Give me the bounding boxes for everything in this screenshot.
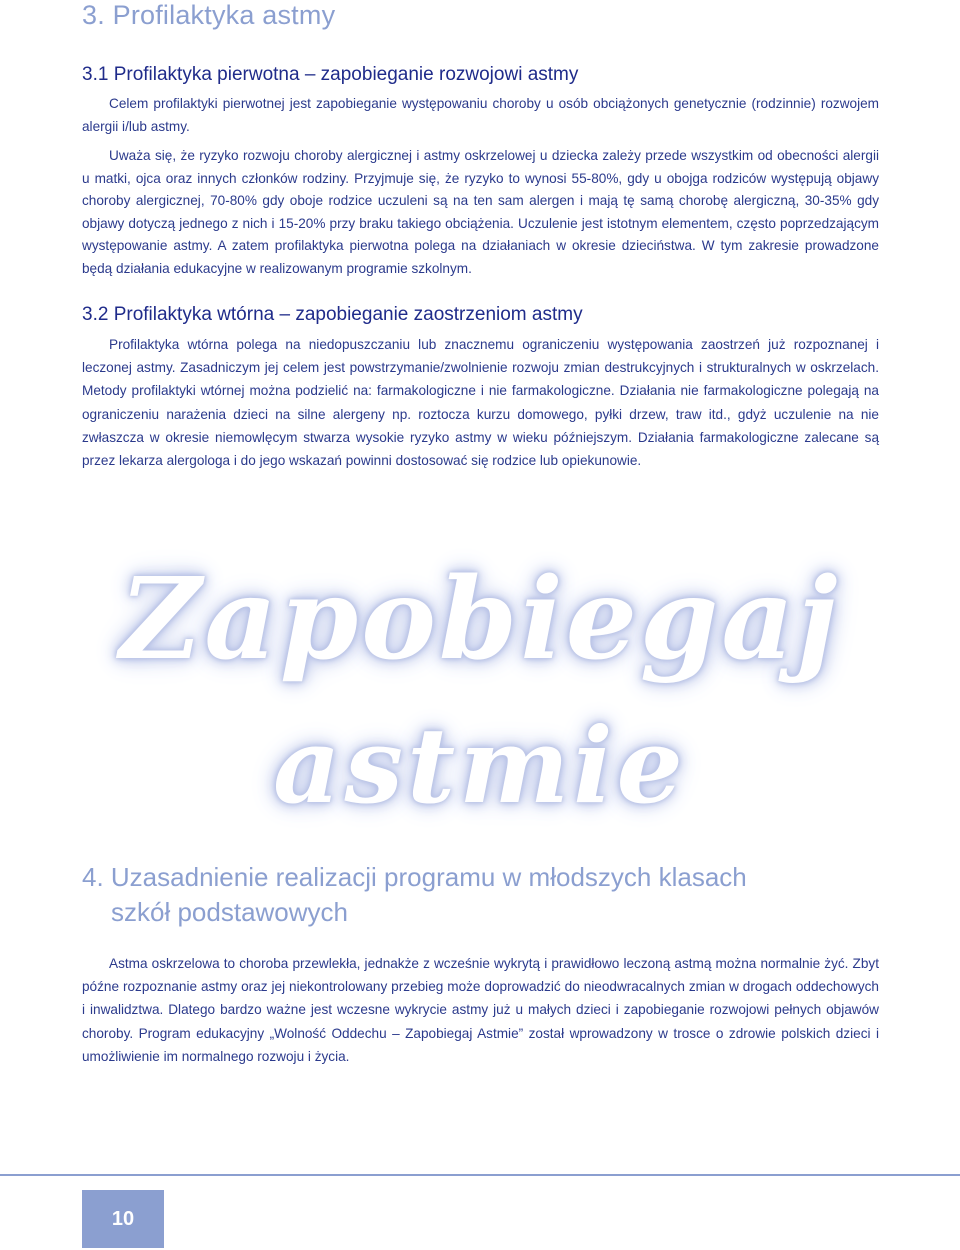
chapter-4-title-line-2: szkół podstawowych — [111, 897, 348, 927]
chapter-title: 3. Profilaktyka astmy — [82, 0, 336, 30]
paragraph-program-justification — [82, 952, 879, 1068]
paragraph-text: Profilaktyka wtórna polega na niedopuszczaniu lub znacznemu ograniczeniu występowania zaostrzeń już rozpoznanej i leczonej astmy. Zasadniczym jej celem jest powstrzymanie/zwolnienie rozwoju zmian destrukcyjnych i strukturalnych w oskrzelach. Metody profilaktyki wtórnej można podzielić na: farmakologiczne i nie farmakologiczne. Działania nie farmakologiczne polegają na ograniczeniu narażenia dzieci na silne alergeny np. roztocza kurzu domowego, pyłki drzew, traw itd., gdyż uczulenie na nie zwłaszcza w okresie niemowlęcym stwarza wysokie ryzyko astmy w wieku późniejszym. Działania farmakologiczne zalecane są przez lekarza alergologa i do jego wskazań powinni dostosować się rodzice lub opiekunowie. — [82, 337, 879, 469]
slogan-line-2: astmie — [273, 704, 687, 827]
chapter-4-title — [82, 860, 747, 930]
section-title-3-1: 3.1 Profilaktyka pierwotna – zapobieganie rozwojowi astmy — [82, 64, 579, 85]
slogan-line-1: Zapobiegaj — [119, 554, 841, 685]
paragraph-text: Uważa się, że ryzyko rozwoju choroby alergicznej i astmy oskrzelowej u dziecka zależy przede wszystkim od obecności alergii u matki, ojca oraz innych członków rodziny. Przyjmuje się, że ryzyko to wynosi 55-80%, gdy u obojga rodziców występują objawy choroby alergicznej, 70-80% gdy oboje rodzice uczuleni są na ten sam alergen i mają tę samą chorobę alergiczną, 30-35% gdy objawy dotyczą jednego z nich i 15-20% przy braku takiego obciążenia. Uczulenie jest istotnym elementem, często poprzedzającym występowanie astmy. A zatem profilaktyka pierwotna polega na działaniach w okresie dzieciństwa. W tym zakresie prowadzone będą działania edukacyjne w realizowanym programie szkolnym. — [82, 148, 879, 276]
page-number-badge: 10 — [82, 1190, 164, 1248]
paragraph-secondary-prevention — [82, 333, 879, 472]
paragraph-text: Astma oskrzelowa to choroba przewlekła, jednakże z wcześnie wykrytą i prawidłowo leczoną astmą można normalnie żyć. Zbyt późne rozpoznanie astmy oraz jej niekontrolowany przebieg może doprowadzić do nieodwracalnych zmian w drogach oddechowych i inwalidztwa. Dlatego bardzo ważne jest wczesne wykrycie astmy już u małych dzieci i zapobieganie rozwojowi pełnych objawów choroby. Program edukacyjny „Wolność Oddechu – Zapobiegaj Astmie” został wprowadzony w trosce o zdrowie polskich dzieci i umożliwienie im normalnego rozwoju i życia. — [82, 956, 879, 1064]
chapter-4-title-line-1: 4. Uzasadnienie realizacji programu w młodszych klasach — [82, 862, 747, 892]
section-title-3-2: 3.2 Profilaktyka wtórna – zapobieganie zaostrzeniom astmy — [82, 304, 583, 325]
footer-divider — [0, 1174, 960, 1176]
paragraph-allergy-risk — [82, 145, 879, 281]
paragraph-primary-prevention-goal — [82, 93, 879, 138]
paragraph-text: Celem profilaktyki pierwotnej jest zapobieganie występowaniu choroby u osób obciążonych genetycznie (rodzinnie) rozwojem alergii i/lub astmy. — [82, 96, 879, 134]
